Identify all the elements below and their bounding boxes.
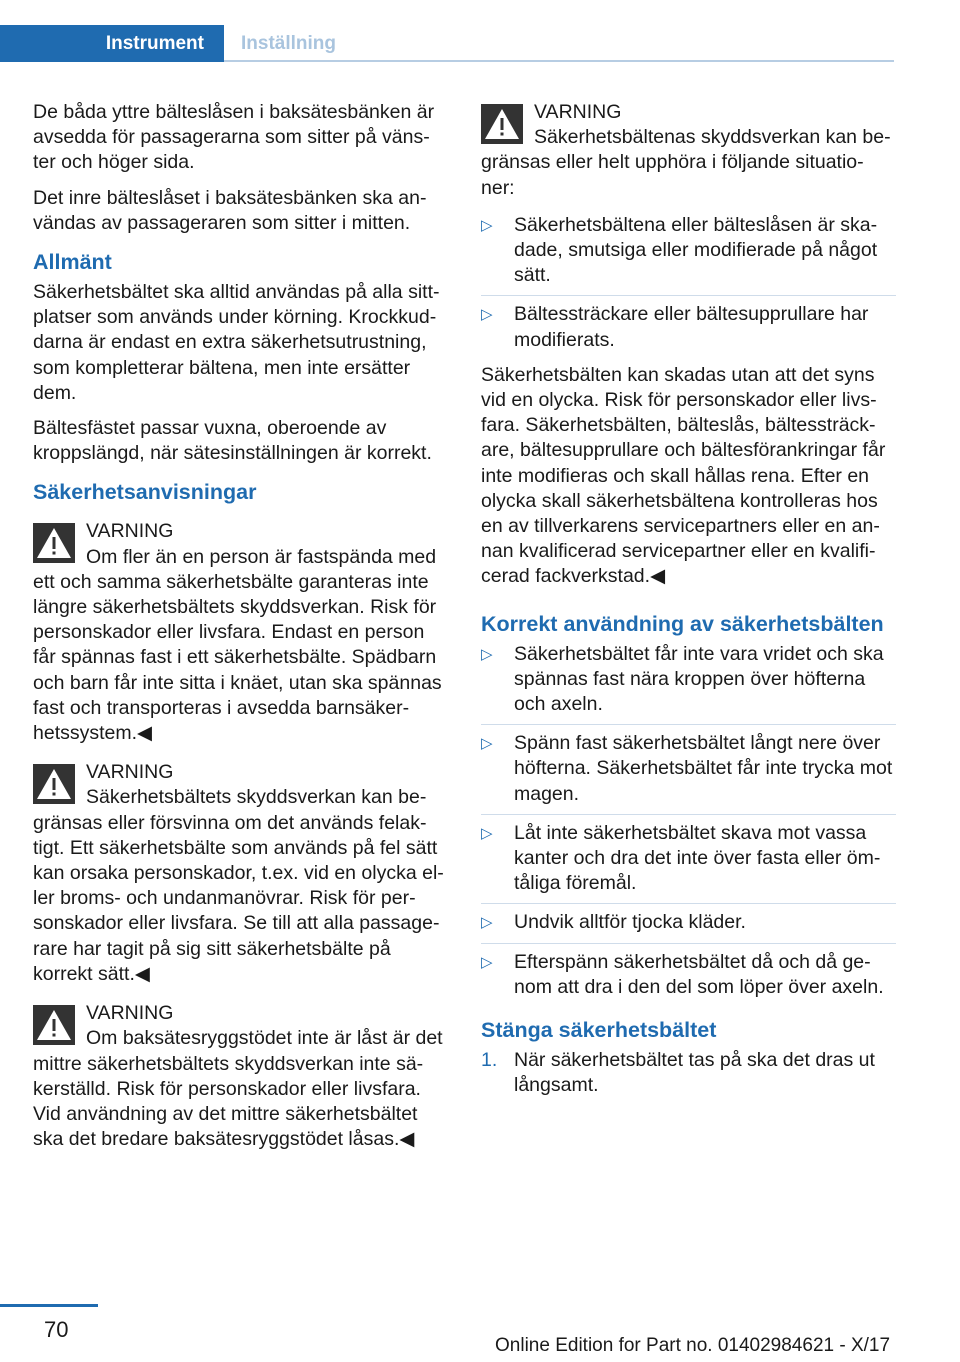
triangle-bullet-icon: ▷: [481, 735, 493, 753]
tab-divider: [224, 60, 894, 62]
triangle-bullet-icon: ▷: [481, 953, 493, 971]
warning-4-paragraph: Säkerhetsbälten kan skadas utan att det syns vid en olycka. Risk för personskador eller livs-fara. Säkerhetsbälten, bälteslås, bältessträck-are, bältesupprullare och bältesförankringar får inte modifieras och skall hållas rena. Efter en olycka skall säkerhetsbältena kontrolleras hos en av tillverkarens servicepartners eller en an-nan kvalificerad servicepartner eller en kvalifi-cerad fackverkstad.◀: [481, 363, 886, 588]
triangle-bullet-icon: ▷: [481, 216, 493, 234]
warning-text: Om fler än en person är fastspända med ett och samma säkerhetsbälte garanteras inte längre säkerhetsbältets skyddsverkan. Risk för personskador eller livsfara. Endast en person får spännas fast i ett säkerhetsbälte. Spädbarn och barn får inte sitta i knäet, utan ska spännas fast och transporteras i avsedda barnsäker-hetssystem.◀: [33, 545, 442, 745]
warning-title: VARNING: [86, 761, 174, 784]
heading-allmant: Allmänt: [33, 250, 112, 275]
triangle-bullet-icon: ▷: [481, 645, 493, 663]
heading-stanga: Stänga säkerhetsbältet: [481, 1018, 717, 1043]
warning-block-2: [33, 760, 448, 987]
warning-block-1: [33, 519, 448, 746]
list-divider: [481, 814, 896, 815]
warning-block-4: [481, 100, 896, 201]
intro-paragraph-2: Det inre bälteslåset i baksätesbänken ska an-vändas av passageraren som sitter i mitten.: [33, 186, 427, 234]
stanga-steps: [481, 1048, 896, 1098]
warning-triangle-icon: [33, 764, 75, 804]
tab-installning[interactable]: Inställning: [241, 32, 336, 54]
step-number: 1.: [481, 1049, 498, 1072]
warning-triangle-icon: [33, 1005, 75, 1045]
list-item: ▷ Efterspänn säkerhetsbältet då och då ge-nom att dra i den del som löper över axeln.: [481, 950, 884, 998]
list-item: ▷ Spänn fast säkerhetsbältet långt nere över höfterna. Säkerhetsbältet får inte trycka mot magen.: [481, 732, 893, 805]
left-column: [33, 100, 448, 1164]
footer-rule: [0, 1304, 98, 1307]
warning-text: Säkerhetsbältets skyddsverkan kan be-gränsas eller försvinna om det används felak-tigt. Ett säkerhetsbälte som används på fel sätt kan orsaka personskador, t.ex. vid en olycka el-ler broms- och undanmanövrar. Risk för per-sonskador eller livsfara. Se till att alla passage-rare har tagit på sig sitt säkerhetsbälte på korrekt sätt.◀: [33, 786, 444, 985]
warning-title: VARNING: [534, 101, 622, 123]
list-item: ▷ Säkerhetsbältet får inte vara vridet och ska spännas fast nära kroppen över höfterna och axeln.: [481, 642, 884, 716]
warning-text: Om baksätesryggstödet inte är låst är det mittre säkerhetsbältets skyddsverkan inte sä-kerställd. Risk för personskador eller livsfara. Vid användning av det mittre säkerhetsbältet ska det bredare baksätesryggstödet låsas.◀: [33, 1027, 443, 1151]
list-divider: [481, 943, 896, 944]
warning-block-3: [33, 1001, 448, 1152]
triangle-bullet-icon: ▷: [481, 914, 493, 932]
allmant-paragraph-1: Säkerhetsbältet ska alltid användas på alla sitt-platser som används under körning. Krockkud-darna är endast en extra säkerhetsutrustning, som kompletterar bältena, men inte ersätter dem.: [33, 281, 440, 404]
heading-korrekt-anvandning: Korrekt användning av säkerhetsbälten: [481, 611, 884, 636]
warning-triangle-icon: [33, 523, 75, 563]
top-navigation: [0, 0, 960, 64]
warning-triangle-icon: [481, 104, 523, 144]
korrekt-list: [481, 642, 896, 1000]
warning-title: VARNING: [86, 520, 174, 543]
allmant-paragraph-2: Bältesfästet passar vuxna, oberoende av kroppslängd, när sätesinställningen är korrekt.: [33, 417, 432, 465]
edition-footer: Online Edition for Part no. 01402984621 - X/17: [495, 1335, 891, 1356]
step-item: 1. När säkerhetsbältet tas på ska det dras ut långsamt.: [481, 1049, 875, 1097]
right-column: [481, 100, 896, 1109]
warning-text: Säkerhetsbältenas skyddsverkan kan be-gränsas eller helt upphöra i följande situatio-ner:: [481, 126, 891, 199]
triangle-bullet-icon: ▷: [481, 306, 493, 324]
list-item: ▷ Undvik alltför tjocka kläder.: [481, 910, 896, 935]
triangle-bullet-icon: ▷: [481, 824, 493, 842]
list-divider: [481, 295, 896, 296]
list-item: ▷ Låt inte säkerhetsbältet skava mot vassa kanter och dra det inte över fasta eller öm-tåliga föremål.: [481, 821, 881, 895]
list-divider: [481, 724, 896, 725]
heading-sakerhetsanvisningar: Säkerhetsanvisningar: [33, 480, 257, 505]
intro-paragraph-1: De båda yttre bälteslåsen i baksätesbänken är avsedda för passagerarna som sitter på väns-ter och höger sida.: [33, 101, 435, 174]
warning-title: VARNING: [86, 1002, 174, 1025]
page-number: 70: [44, 1317, 69, 1342]
tab-instrument[interactable]: Instrument: [0, 25, 224, 62]
list-item: ▷ Säkerhetsbältena eller bälteslåsen är ska-dade, smutsiga eller modifierade på något sätt.: [481, 213, 878, 287]
warning-4-list: [481, 213, 896, 353]
list-item: ▷ Bältessträckare eller bältesupprullare har modifierats.: [481, 303, 869, 351]
list-divider: [481, 903, 896, 904]
